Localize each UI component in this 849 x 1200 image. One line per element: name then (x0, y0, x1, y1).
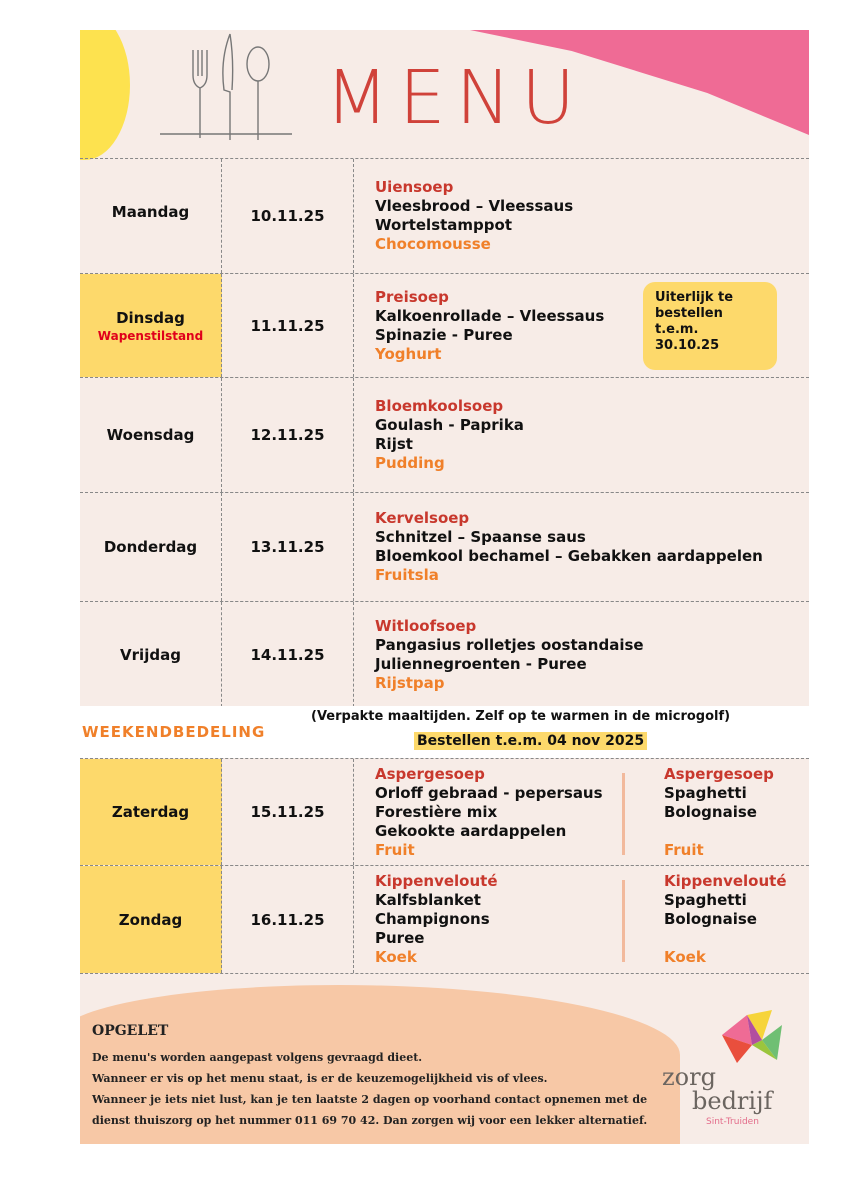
dish: Goulash - Paprika (375, 416, 524, 434)
dish: Bolognaise (664, 802, 757, 821)
footer-line: Wanneer je iets niet lust, kan je ten laatste 2 dagen op voorhand contact opnemen met de (92, 1093, 648, 1106)
soup: Kervelsoep (375, 509, 470, 527)
dish: Orloff gebraad - pepersaus (375, 783, 603, 802)
menu-option-right (622, 765, 774, 860)
menu-cell (354, 493, 809, 601)
day-cell (80, 159, 222, 273)
day-label: Dinsdag (116, 308, 185, 327)
day-cell (80, 759, 222, 865)
menu-options (375, 765, 809, 860)
deadline-line: t.e.m. (655, 322, 699, 337)
dish: Juliennegroenten - Puree (375, 654, 587, 673)
dish: Bolognaise (664, 910, 757, 928)
soup: Kippenvelouté (664, 872, 787, 890)
footer (80, 975, 809, 1144)
logo-word-zorg: zorg (662, 1063, 716, 1091)
table-row (80, 377, 809, 493)
logo-word-bedrijf: bedrijf (692, 1087, 773, 1115)
date-cell: 13.11.25 (222, 493, 354, 601)
deadline-line: Uiterlijk te (655, 290, 734, 305)
menu-page (80, 30, 809, 1144)
day-cell (80, 378, 222, 492)
dessert: Koek (664, 948, 706, 966)
cutlery-icon (160, 30, 300, 142)
footer-title: OPGELET (92, 1023, 169, 1039)
soup: Bloemkoolsoep (375, 397, 504, 415)
soup: Uiensoep (375, 178, 454, 196)
footer-line: Wanneer er vis op het menu staat, is er de keuzemogelijkheid vis of vlees. (92, 1072, 548, 1085)
day-cell (80, 493, 222, 601)
date-cell: 10.11.25 (222, 159, 354, 273)
dish: Puree (375, 929, 425, 947)
menu-option-right (622, 872, 787, 967)
table-row (80, 492, 809, 602)
order-deadline-badge (643, 282, 777, 370)
soup: Aspergesoep (664, 764, 774, 783)
dish: Spaghetti (664, 891, 747, 909)
menu-cell (354, 159, 809, 273)
footer-notes (92, 1047, 652, 1131)
zorgbedrijf-logo (662, 1005, 802, 1135)
day-label: Maandag (111, 203, 190, 221)
table-row (80, 758, 809, 866)
dish: Wortelstamppot (375, 216, 512, 234)
column-divider (622, 773, 625, 855)
date-cell: 11.11.25 (222, 274, 354, 377)
menu-cell (354, 759, 809, 865)
weekend-banner (80, 706, 809, 758)
dish: Forestière mix (375, 802, 498, 821)
day-cell (80, 602, 222, 707)
dish: Vleesbrood – Vleessaus (375, 197, 574, 215)
dish: Gekookte aardappelen (375, 821, 567, 840)
dish: Schnitzel – Spaanse saus (375, 528, 586, 546)
table-row (80, 601, 809, 707)
dish: Kalkoenrollade – Vleessaus (375, 306, 605, 325)
dish: Rijst (375, 435, 413, 453)
weekend-note: (Verpakte maaltijden. Zelf op te warmen in de microgolf) (311, 709, 731, 724)
day-cell (80, 274, 222, 377)
dessert: Rijstpap (375, 673, 445, 692)
column-divider (622, 880, 625, 962)
footer-line: De menu's worden aangepast volgens gevraagd dieet. (92, 1051, 423, 1064)
dessert: Yoghurt (375, 344, 442, 363)
soup: Aspergesoep (375, 764, 485, 783)
soup: Witloofsoep (375, 616, 477, 635)
table-row (80, 865, 809, 974)
dish: Pangasius rolletjes oostandaise (375, 635, 644, 654)
menu-option-left (375, 765, 622, 860)
day-label: Zondag (118, 910, 183, 929)
dessert: Fruit (664, 840, 704, 859)
dessert: Koek (375, 948, 417, 966)
decor-yellow-shape (80, 30, 130, 160)
dessert: Fruitsla (375, 566, 439, 584)
date-cell: 12.11.25 (222, 378, 354, 492)
date-cell: 15.11.25 (222, 759, 354, 865)
menu-cell (354, 866, 809, 973)
day-label: Zaterdag (111, 803, 190, 821)
holiday-label: Wapenstilstand (97, 328, 204, 343)
day-label: Donderdag (103, 538, 198, 556)
weekend-title: WEEKENDBEDELING (82, 723, 266, 741)
day-label: Vrijdag (120, 645, 181, 664)
dessert: Pudding (375, 454, 445, 472)
day-label: Woensdag (106, 426, 195, 444)
menu-cell (354, 602, 809, 707)
logo-mark-icon (702, 1005, 792, 1065)
table-row (80, 158, 809, 274)
table-row (80, 273, 809, 378)
weekend-order-deadline: Bestellen t.e.m. 04 nov 2025 (414, 732, 647, 750)
dish: Spaghetti (664, 783, 747, 802)
soup: Preisoep (375, 287, 449, 306)
date-cell: 14.11.25 (222, 602, 354, 707)
dessert: Chocomousse (375, 235, 491, 253)
menu-cell (354, 274, 809, 377)
dish: Kalfsblanket (375, 891, 481, 909)
menu-options (375, 872, 809, 967)
soup: Kippenvelouté (375, 872, 498, 890)
footer-line: dienst thuiszorg op het nummer 011 69 70 42. Dan zorgen wij voor een lekker alternatief. (92, 1114, 648, 1127)
menu-option-left (375, 872, 622, 967)
dessert: Fruit (375, 840, 415, 859)
dish: Spinazie - Puree (375, 325, 513, 344)
day-cell (80, 866, 222, 973)
page-title: MENU (325, 55, 586, 141)
dish: Bloemkool bechamel – Gebakken aardappelen (375, 547, 763, 565)
date-cell: 16.11.25 (222, 866, 354, 973)
dish: Champignons (375, 910, 490, 928)
menu-cell (354, 378, 809, 492)
deadline-line: 30.10.25 (655, 338, 720, 353)
deadline-line: bestellen (655, 306, 723, 321)
logo-city: Sint-Truiden (706, 1117, 759, 1127)
